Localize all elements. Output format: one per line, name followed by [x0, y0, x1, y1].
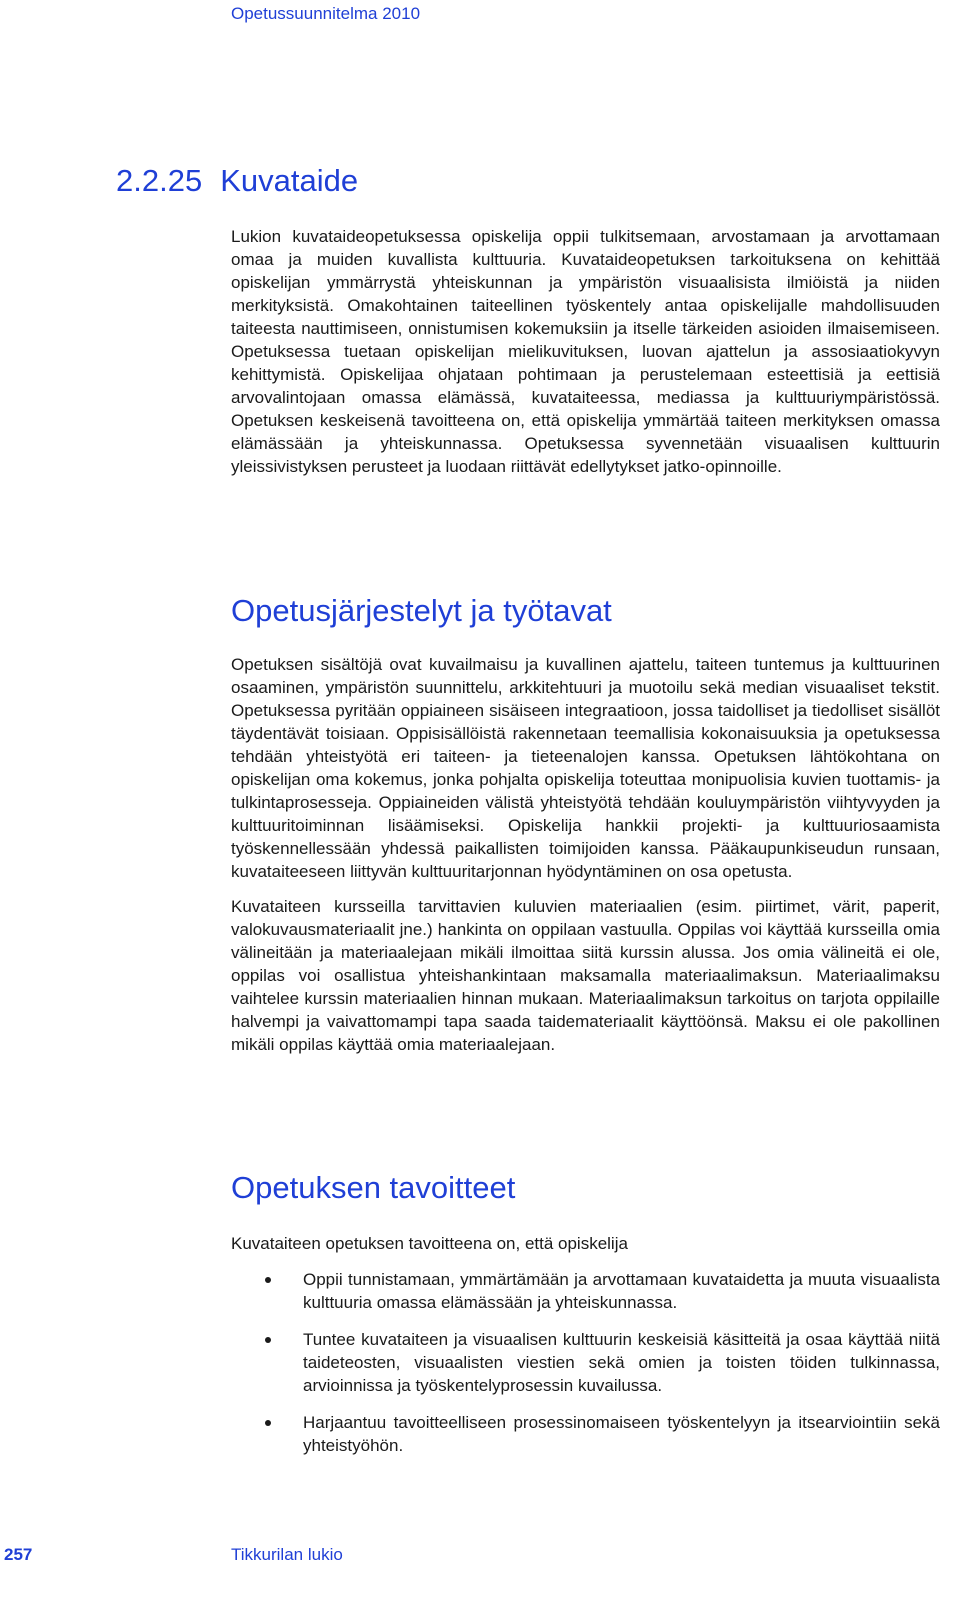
- goal-item: [231, 1328, 940, 1397]
- bullet-icon: [265, 1337, 271, 1343]
- intro-paragraph: Lukion kuvataideopetuksessa opiskelija oppii tulkitsemaan, arvostamaan ja arvottamaan omaa ja muiden kuvallista kulttuuria. Kuvataideopetuksen tarkoituksena on kehittää opiskelijan ymmärrystä yhteiskunnan ja ympäristön visuaalisista ilmiöistä ja niiden merkityksistä. Omakohtainen taiteellinen työskentely antaa opiskelijalle mahdollisuuden taiteesta nauttimiseen, onnistumisen kokemuksiin ja itselle tärkeiden asioiden ilmaisemiseen. Opetuksessa tuetaan opiskelijan mielikuvituksen, luovan ajattelun ja assosiaatiokyvyn kehittymistä. Opiskelijaa ohjataan pohtimaan ja perustelemaan esteettisiä ja eettisiä arvovalintojaan omassa elämässä, kuvataiteessa, mediassa ja kulttuuriympäristössä. Opetuksen keskeisenä tavoitteena on, että opiskelija ymmärtää taiteen merkityksen omassa elämässään ja yhteiskunnassa. Opetuksessa syvennetään visuaalisen kulttuurin yleissivistyksen perusteet ja luodaan riittävät edellytykset jatko-opinnoille.: [231, 227, 940, 476]
- footer-school-name: Tikkurilan lukio: [231, 1545, 343, 1564]
- bullet-icon: [265, 1420, 271, 1426]
- section-number: 2.2.25: [116, 163, 203, 198]
- goal-item: [231, 1268, 940, 1314]
- arrangements-paragraph-1: Opetuksen sisältöjä ovat kuvailmaisu ja kuvallinen ajattelu, taiteen tuntemus ja kulttuurinen osaaminen, ympäristön suunnittelu, arkkitehtuuri ja muotoilu sekä median visuaaliset tekstit. Opetuksessa pyritään oppiaineen sisäiseen integraatioon, jossa taidolliset ja tiedolliset sisällöt täydentävät toisiaan. Oppisisällöistä rakennetaan teemallisia kokonaisuuksia ja opetuksessa tehdään yhteistyötä eri taiteen- ja tieteenalojen kanssa. Opetuksen lähtökohtana on opiskelijan oma kokemus, jonka pohjalta opiskelija toteuttaa monipuolisia kuvien tuottamis- ja tulkintaprosesseja. Oppiaineiden välistä yhteistyötä tehdään kouluympäristön viihtyvyyden ja kulttuuritoiminnan lisäämiseksi. Opiskelija hankkii projekti- ja kulttuuriosaamista työskennellessään yhdessä paikallisten toimijoiden kanssa. Pääkaupunkiseudun runsaan, kuvataiteeseen liittyvän kulttuuritarjonnan hyödyntäminen on osa opetusta.: [231, 655, 940, 881]
- arrangements-paragraph-2: Kuvataiteen kursseilla tarvittavien kuluvien materiaalien (esim. piirtimet, värit, paperit, valokuvausmateriaalit jne.) hankinta on oppilaan vastuulla. Oppilas voi käyttää kursseilla omia välineitään ja materiaalejaan mikäli ilmoittaa siitä kurssin alussa. Jos omia välineitä ei ole, oppilas voi osallistua yhteishankintaan maksamalla materiaalimaksun. Materiaalimaksu vaihtelee kurssin materiaalien hinnan mukaan. Materiaalimaksun tarkoitus on tarjota oppilaille halvempi ja vaivattomampi tapa saada taidemateriaalit käyttöönsä. Maksu ei ole pakollinen mikäli oppilas käyttää omia materiaalejaan.: [231, 897, 940, 1054]
- goals-lead-wrapper: [231, 1232, 940, 1255]
- goal-item: [231, 1411, 940, 1457]
- goals-lead: Kuvataiteen opetuksen tavoitteena on, että opiskelija: [231, 1234, 628, 1253]
- goal-item-text: Harjaantuu tavoitteelliseen prosessinomaiseen työskentelyyn ja itsearviointiin sekä yhteistyöhön.: [303, 1413, 940, 1455]
- arrangements-heading: Opetusjärjestelyt ja työtavat: [231, 593, 612, 628]
- document-header-title: Opetussuunnitelma 2010: [231, 4, 421, 23]
- page-number: 257: [4, 1545, 33, 1564]
- section-title: Kuvataide: [220, 163, 359, 198]
- goal-item-text: Tuntee kuvataiteen ja visuaalisen kulttuurin keskeisiä käsitteitä ja osaa käyttää niitä taideteosten, visuaalisten viestien sekä omien ja toisten töiden tulkinnassa, arvioinnissa ja työskentelyprosessin kuvailussa.: [303, 1330, 940, 1395]
- section-heading: [116, 163, 358, 199]
- arrangements-section: [231, 653, 940, 1056]
- bullet-icon: [265, 1277, 271, 1283]
- goals-heading: Opetuksen tavoitteet: [231, 1170, 516, 1205]
- goal-item-text: Oppii tunnistamaan, ymmärtämään ja arvottamaan kuvataidetta ja muuta visuaalista kulttuuria omassa elämässään ja yhteiskunnassa.: [303, 1270, 940, 1312]
- goals-list: [231, 1268, 940, 1471]
- intro-section: [231, 225, 940, 478]
